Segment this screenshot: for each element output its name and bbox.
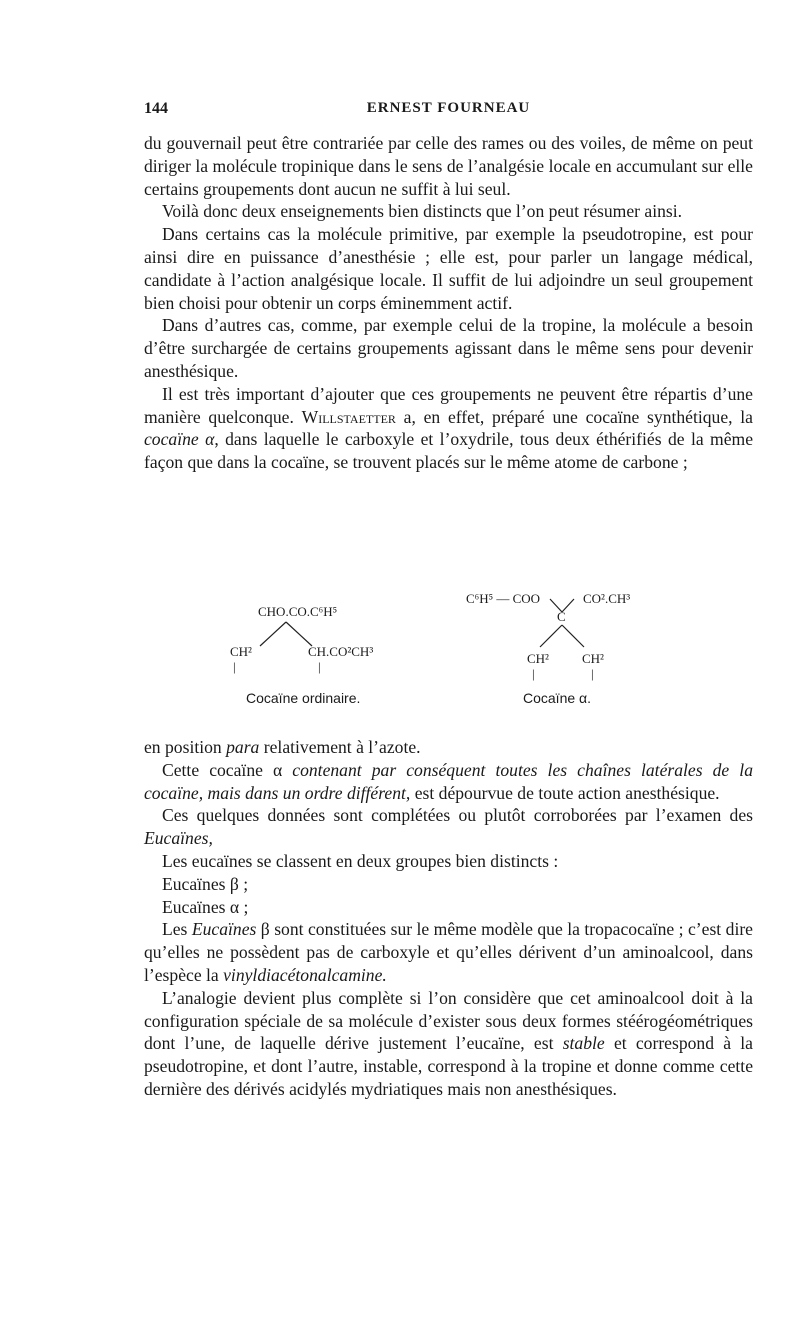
- bond-stub: |: [318, 659, 321, 674]
- paragraph: Eucaïnes α ;: [162, 896, 249, 917]
- paragraph: du gouvernail peut être contrariée par celle des rames ou des voiles, de même on peut diriger la molécule tropinique dans le sens de l’analgésie locale en accumulant sur elle certains groupements dont aucun ne suffit à lui seul.: [144, 133, 753, 199]
- formula-bottom-left: CH²: [527, 651, 549, 666]
- paragraph: [144, 736, 753, 759]
- formula-top-group: CHO.CO.C⁶H⁵: [258, 604, 338, 619]
- text-run: est dépourvue de toute action anesthésique.: [410, 782, 720, 803]
- paragraph: [144, 918, 753, 986]
- text-run: β sont constituées sur le même modèle que la tropacocaïne ; c’est dire qu’elles ne possèdent pas de carboxyle et qu’elles dérivent d’un aminoalcool, dans l’espèce la: [144, 919, 753, 985]
- text-run: Ces quelques données sont complétées ou plutôt corroborées par l’examen des: [162, 805, 753, 826]
- bond-line: [540, 625, 562, 647]
- italic-term: stable: [562, 1033, 605, 1054]
- formula-right-group: CO².CH³: [583, 591, 631, 606]
- italic-term: contenant par conséquent toutes les chaînes latérales de la cocaïne, mais dans un ordre différent,: [144, 759, 753, 803]
- bond-stub: |: [233, 659, 236, 674]
- paragraph: Voilà donc deux enseignements bien distincts que l’on peut résumer ainsi.: [162, 201, 683, 222]
- paragraph: Dans certains cas la molécule primitive, par exemple la pseudotropine, est pour ainsi dire en puissance d’anesthésie ; elle est, pour parler un langage médical, candidate à l’action analgésique locale. Il suffit de lui adjoindre un seul groupement bien choisi pour obtenir un corps éminemment actif.: [144, 224, 753, 313]
- paragraph: Dans d’autres cas, comme, par exemple celui de la tropine, la molécule a besoin d’être surchargée de certains groupements agissant dans le même sens pour devenir anesthésique.: [144, 315, 753, 381]
- bond-line: [260, 622, 286, 646]
- text-run: en position: [144, 737, 227, 757]
- formula-center-atom: C: [557, 609, 566, 624]
- paragraph: Eucaïnes β ;: [162, 873, 249, 894]
- italic-term: Eucaïnes: [191, 919, 257, 940]
- author-name: Willstaetter: [301, 406, 396, 427]
- text-run: Cette cocaïne α: [162, 759, 293, 780]
- formula-bottom-right: CH²: [582, 651, 604, 666]
- page-number: 144: [144, 100, 168, 117]
- bond-stub: |: [532, 666, 535, 681]
- text-run: Il est très important d’ajouter que ces groupements ne peuvent être répartis d’une manière quelconque.: [144, 383, 753, 427]
- italic-term: para: [226, 737, 260, 757]
- text-run: et correspond à la pseudotropine, et dont l’autre, instable, correspond à la tropine et donne comme cette dernière des dérivés acidylés mydriatiques mais non anesthésiques.: [144, 1033, 753, 1099]
- text-run: L’analogie devient plus complète si l’on considère que cet aminoalcool doit à la configuration spéciale de sa molécule d’exister sous deux formes stéérogéométriques dont l’une, de laquelle dérive justement l’eucaïne, est: [144, 987, 753, 1054]
- italic-term: cocaïne α: [144, 429, 215, 450]
- italic-term: Eucaïnes,: [144, 828, 213, 849]
- italic-term: vinyldiacétonalcamine.: [223, 964, 387, 985]
- paragraph: [144, 987, 753, 1101]
- text-run: relativement à l’azote.: [259, 737, 421, 757]
- paragraph: [144, 804, 753, 850]
- bond-stub: |: [591, 666, 594, 681]
- paragraph: Les eucaïnes se classent en deux groupes bien distincts :: [162, 850, 559, 871]
- paragraph: [144, 759, 753, 805]
- bond-line: [286, 622, 312, 646]
- text-block-bottom: [144, 736, 753, 1101]
- bond-line: [562, 625, 584, 647]
- formula-right-group: CH.CO²CH³: [308, 644, 374, 659]
- formula-left-group: CH²: [230, 644, 252, 659]
- formula-left-group: C⁶H⁵ — COO: [466, 591, 541, 606]
- figure-caption-right: Cocaïne α.: [523, 690, 592, 706]
- figure-caption-left: Cocaïne ordinaire.: [246, 690, 361, 706]
- running-head: ERNEST FOURNEAU: [366, 100, 531, 116]
- text-run: , dans laquelle le carboxyle et l’oxydrile, tous deux éthérifiés de la même façon que dans la cocaïne, se trouvent placés sur le même atome de carbone ;: [144, 429, 754, 473]
- text-run: Les: [162, 919, 192, 940]
- text-run: a, en effet, préparé une cocaïne synthétique, la: [395, 406, 753, 427]
